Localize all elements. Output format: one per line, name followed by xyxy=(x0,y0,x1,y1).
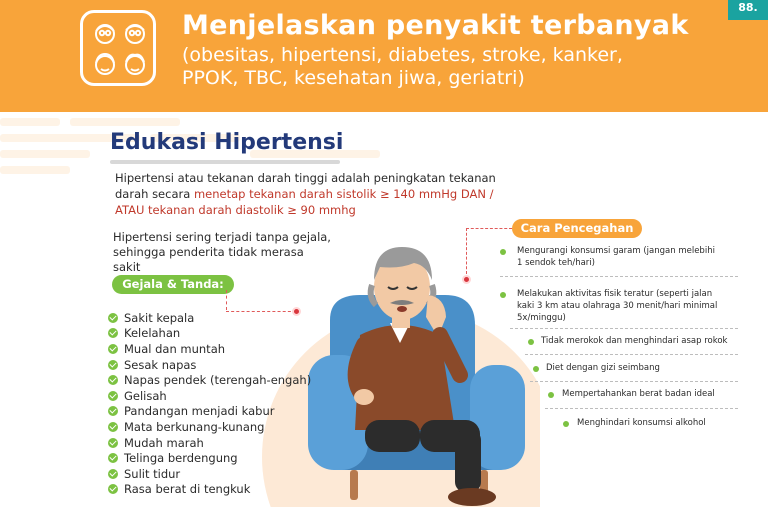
prevention-connector-v xyxy=(466,228,467,274)
bullet-icon xyxy=(533,366,539,372)
bullet-icon xyxy=(528,339,534,345)
divider xyxy=(500,276,738,277)
check-icon xyxy=(108,391,118,401)
page-number-badge: 88. xyxy=(728,0,768,20)
definition-text: Hipertensi atau tekanan darah tinggi adalah peningkatan tekanan darah secara xyxy=(115,171,496,201)
divider xyxy=(510,328,738,329)
prevention-item: Mempertahankan berat badan ideal xyxy=(562,389,715,399)
symptoms-connector-v xyxy=(226,290,227,310)
divider xyxy=(530,381,738,382)
list-item: Kelelahan xyxy=(108,326,311,342)
check-icon xyxy=(108,360,118,370)
list-item: Sesak napas xyxy=(108,357,311,373)
list-item: Rasa berat di tengkuk xyxy=(108,482,311,498)
list-item: Sakit kepala xyxy=(108,310,311,326)
bullet-icon xyxy=(548,392,554,398)
asymptomatic-note: Hipertensi sering terjadi tanpa gejala, sehingga penderita tidak merasa sakit xyxy=(113,230,331,274)
check-icon xyxy=(108,375,118,385)
check-icon xyxy=(108,313,118,323)
family-logo xyxy=(80,10,156,86)
list-item: Mudah marah xyxy=(108,435,311,451)
bullet-icon xyxy=(500,292,506,298)
prevention-item: Mengurangi konsumsi garam (jangan melebihi 1 sendok teh/hari) xyxy=(517,246,715,268)
list-item: Napas pendek (terengah-engah) xyxy=(108,372,311,388)
section-title: Edukasi Hipertensi xyxy=(110,130,344,155)
check-icon xyxy=(108,453,118,463)
check-icon xyxy=(108,484,118,494)
bullet-icon xyxy=(563,421,569,427)
list-item: Mata berkunang-kunang xyxy=(108,419,311,435)
check-icon xyxy=(108,328,118,338)
check-icon xyxy=(108,422,118,432)
hypertension-definition xyxy=(115,170,505,218)
definition-highlight: menetap tekanan darah sistolik ≥ 140 mmHg DAN / ATAU tekanan darah diastolik ≥ 90 mmhg xyxy=(115,187,494,217)
header-banner xyxy=(0,0,768,112)
divider xyxy=(545,408,738,409)
page-subtitle: (obesitas, hipertensi, diabetes, stroke, kanker, PPOK, TBC, kesehatan jiwa, geriatri) xyxy=(182,44,623,89)
list-item: Gelisah xyxy=(108,388,311,404)
prevention-label: Cara Pencegahan xyxy=(512,219,642,238)
prevention-item: Menghindari konsumsi alkohol xyxy=(577,418,706,428)
list-item: Sulit tidur xyxy=(108,466,311,482)
list-item: Pandangan menjadi kabur xyxy=(108,404,311,420)
prevention-item: Diet dengan gizi seimbang xyxy=(546,363,660,373)
family-faces-icon xyxy=(89,19,153,83)
check-icon xyxy=(108,344,118,354)
divider xyxy=(525,354,738,355)
check-icon xyxy=(108,438,118,448)
symptoms-list xyxy=(108,310,311,497)
list-item: Mual dan muntah xyxy=(108,341,311,357)
prevention-connector-dot xyxy=(462,275,471,284)
bullet-icon xyxy=(500,249,506,255)
page-title: Menjelaskan penyakit terbanyak xyxy=(182,10,689,41)
list-item: Telinga berdengung xyxy=(108,450,311,466)
title-underline xyxy=(110,160,340,164)
prevention-connector-h xyxy=(466,228,512,229)
check-icon xyxy=(108,469,118,479)
check-icon xyxy=(108,406,118,416)
prevention-item: Tidak merokok dan menghindari asap rokok xyxy=(541,336,728,346)
symptoms-label: Gejala & Tanda: xyxy=(112,275,234,294)
prevention-item: Melakukan aktivitas fisik teratur (seperti jalan kaki 3 km atau olahraga 30 menit/hari minimal 5x/minggu) xyxy=(517,289,718,323)
